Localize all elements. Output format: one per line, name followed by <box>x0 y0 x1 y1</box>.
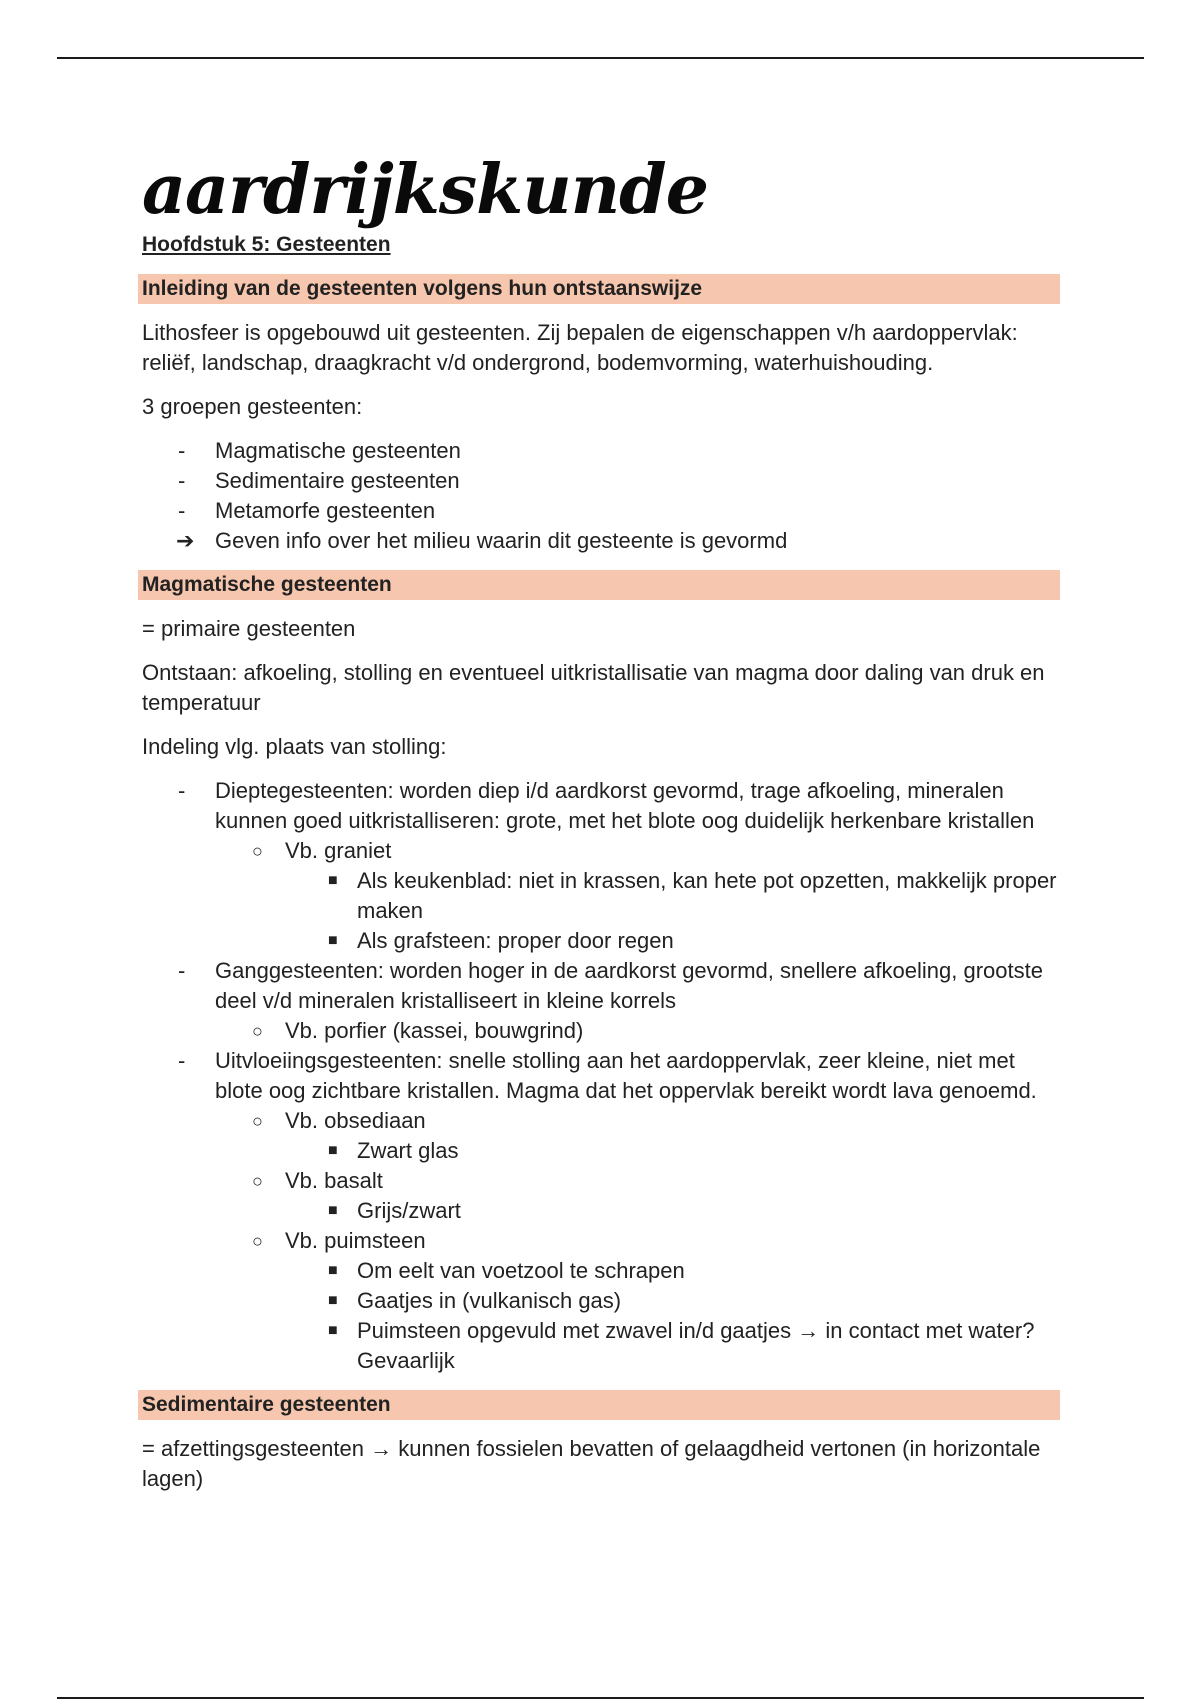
list-item: ■ Zwart glas <box>140 1136 1060 1166</box>
groups-label: 3 groepen gesteenten: <box>142 394 363 419</box>
section-heading-inleiding: Inleiding van de gesteenten volgens hun ontstaanswijze <box>138 274 1060 304</box>
intro-line: reliëf, landschap, draagkracht v/d ondergrond, bodemvorming, waterhuishouding. <box>142 350 934 375</box>
origin-line: Ontstaan: afkoeling, stolling en eventueel uitkristallisatie van magma door daling van druk en <box>142 660 1045 685</box>
dash-bullet-icon: - <box>178 778 186 803</box>
intro-paragraph <box>142 318 1060 378</box>
list-item-basalt: ○ Vb. basalt <box>140 1166 1060 1196</box>
circle-bullet-icon: ○ <box>252 1171 263 1191</box>
circle-bullet-icon: ○ <box>252 1231 263 1251</box>
list-item: ■ Grijs/zwart <box>140 1196 1060 1226</box>
dash-bullet-icon: - <box>178 958 186 983</box>
chapter-heading: Hoofdstuk 5: Gesteenten <box>142 233 391 256</box>
square-bullet-icon: ■ <box>328 1262 338 1279</box>
list-item: ■ Als keukenblad: niet in krassen, kan hete pot opzetten, makkelijk proper maken <box>328 868 1057 923</box>
dash-bullet-icon: - <box>178 438 186 463</box>
circle-bullet-icon: ○ <box>252 1021 263 1041</box>
list-item: - Magmatische gesteenten <box>140 436 1060 466</box>
square-bullet-icon: ■ <box>328 872 338 889</box>
square-bullet-icon: ■ <box>328 932 338 949</box>
classification-list <box>140 776 1060 1376</box>
list-item-graniet: ○ Vb. graniet <box>140 836 1060 866</box>
list-item: ■ Als grafsteen: proper door regen <box>140 926 1060 956</box>
square-bullet-icon: ■ <box>328 1322 338 1339</box>
list-item: ■ Om eelt van voetzool te schrapen <box>140 1256 1060 1286</box>
list-item-dieptegesteenten: - Dieptegesteenten: worden diep i/d aardkorst gevormd, trage afkoeling, mineralen kunnen goed uitkristalliseren: grote, met het blote oog duidelijk herkenbare kristallen <box>178 778 1035 833</box>
arrow-right-icon: ➔ <box>176 528 195 553</box>
sediment-definition: = afzettingsgesteenten → kunnen fossielen bevatten of gelaagdheid vertonen (in horizontale lagen) <box>142 1436 1041 1491</box>
list-item-puimsteen: ○ Vb. puimsteen <box>140 1226 1060 1256</box>
square-bullet-icon: ■ <box>328 1292 338 1309</box>
circle-bullet-icon: ○ <box>252 841 263 861</box>
circle-bullet-icon: ○ <box>252 1111 263 1131</box>
definition: = primaire gesteenten <box>142 616 356 641</box>
dash-bullet-icon: - <box>178 468 186 493</box>
list-item-uitvloeiingsgesteenten: - Uitvloeiingsgesteenten: snelle stolling aan het aardoppervlak, zeer kleine, niet met blote oog zichtbare kristallen. Magma dat het oppervlak bereikt wordt lava genoemd. <box>178 1048 1037 1103</box>
groups-list <box>140 436 1060 556</box>
dash-bullet-icon: - <box>178 498 186 523</box>
list-item: - Metamorfe gesteenten <box>140 496 1060 526</box>
square-bullet-icon: ■ <box>328 1202 338 1219</box>
list-item: ■ Puimsteen opgevuld met zwavel in/d gaatjes → in contact met water? Gevaarlijk <box>328 1318 1035 1373</box>
top-rule <box>57 57 1144 59</box>
classification-label: Indeling vlg. plaats van stolling: <box>142 734 447 759</box>
bottom-rule <box>57 1697 1144 1699</box>
list-item-obsediaan: ○ Vb. obsediaan <box>140 1106 1060 1136</box>
list-item-ganggesteenten: - Ganggesteenten: worden hoger in de aardkorst gevormd, snellere afkoeling, grootste deel v/d mineralen kristalliseert in kleine korrels <box>178 958 1043 1013</box>
section-heading-magmatisch: Magmatische gesteenten <box>138 570 1060 600</box>
intro-line: Lithosfeer is opgebouwd uit gesteenten. Zij bepalen de eigenschappen v/h aardoppervlak: <box>142 320 1018 345</box>
square-bullet-icon: ■ <box>328 1142 338 1159</box>
origin-paragraph <box>142 658 1060 718</box>
dash-bullet-icon: - <box>178 1048 186 1073</box>
origin-line: temperatuur <box>142 690 261 715</box>
page-title: aardrijkskunde <box>142 150 708 230</box>
list-item: - Sedimentaire gesteenten <box>140 466 1060 496</box>
list-item-porfier: ○ Vb. porfier (kassei, bouwgrind) <box>140 1016 1060 1046</box>
section-heading-sedimentair: Sedimentaire gesteenten <box>138 1390 1060 1420</box>
list-item: ➔ Geven info over het milieu waarin dit gesteente is gevormd <box>140 526 1060 556</box>
document-body <box>140 150 1060 1508</box>
list-item: ■ Gaatjes in (vulkanisch gas) <box>140 1286 1060 1316</box>
